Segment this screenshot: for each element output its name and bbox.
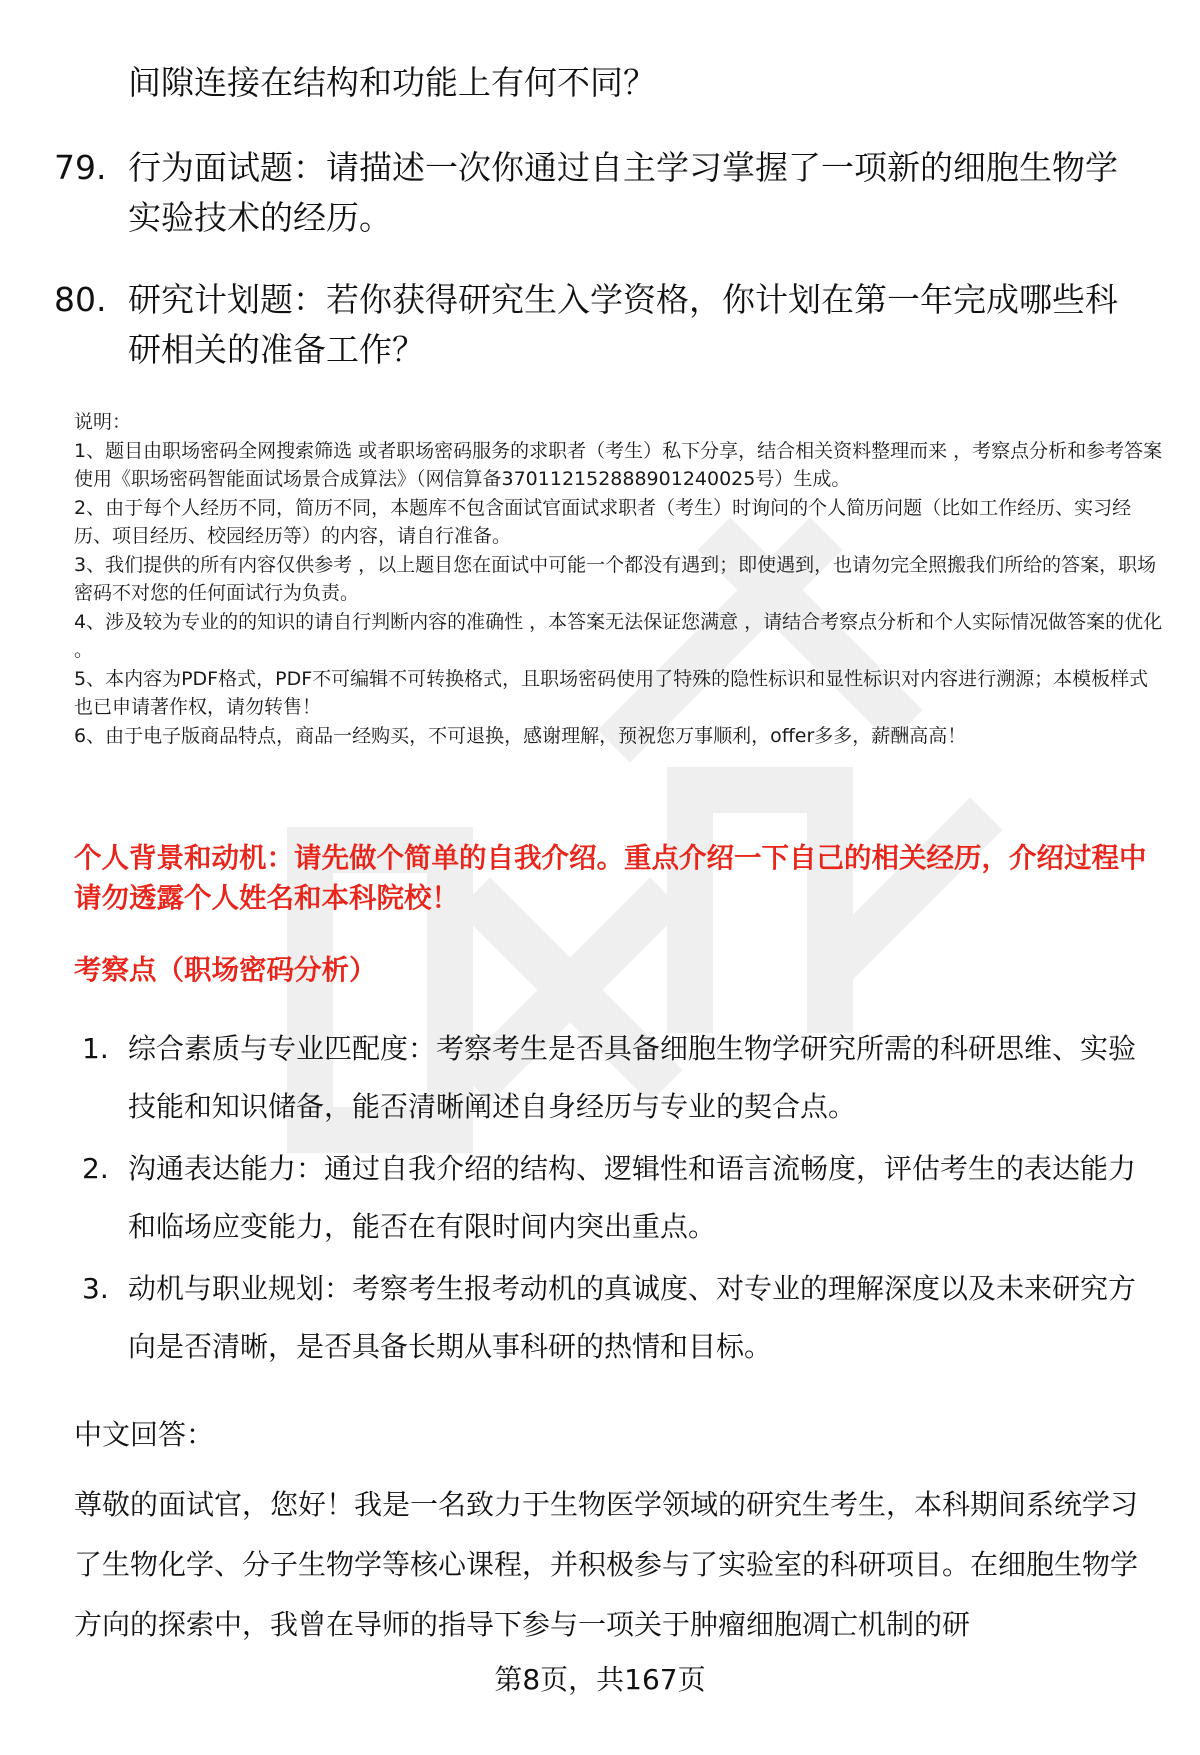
question-number: 79. [54, 148, 107, 187]
assessment-points [82, 1020, 1162, 1380]
section-heading: 个人背景和动机：请先做个简单的自我介绍。重点介绍一下自己的相关经历，介绍过程中请勿透露个人姓名和本科院校！ [74, 842, 1147, 914]
note-item: 2、由于每个人经历不同，简历不同，本题库不包含面试官面试求职者（考生）时询问的个人简历问题（比如工作经历、实习经历、项目经历、校园经历等）的内容，请自行准备。 [74, 496, 1132, 547]
answer-label: 中文回答： [74, 1418, 215, 1451]
note-item: 4、涉及较为专业的的知识的请自行判断内容的准确性 ，本答案无法保证您满意 ，请结合考察点分析和个人实际情况做答案的优化 。 [74, 610, 1163, 661]
question-80 [54, 275, 1154, 375]
page-indicator: 第8页，共167页 [494, 1663, 706, 1696]
question-text: 行为面试题：请描述一次你通过自主学习掌握了一项新的细胞生物学实验技术的经历。 [128, 148, 1118, 237]
assessment-subheading: 考察点（职场密码分析） [74, 954, 377, 986]
list-item [82, 1020, 1162, 1136]
list-item [82, 1260, 1162, 1376]
note-item: 3、我们提供的所有内容仅供参考 ，以上题目您在面试中可能一个都没有遇到；即使遇到，也请勿完全照搬我们所给的答案，职场密码不对您的任何面试行为负责。 [74, 553, 1157, 604]
question-text: 研究计划题：若你获得研究生入学资格，你计划在第一年完成哪些科研相关的准备工作？ [128, 280, 1118, 369]
list-item [82, 1140, 1162, 1256]
question-number: 80. [54, 280, 107, 319]
answer-text: 尊敬的面试官，您好！我是一名致力于生物医学领域的研究生考生，本科期间系统学习了生物化学、分子生物学等核心课程，并积极参与了实验室的科研项目。在细胞生物学方向的探索中，我曾在导师的指导下参与一项关于肿瘤细胞凋亡机制的研 [74, 1488, 1139, 1641]
note-item: 1、题目由职场密码全网搜索筛选 或者职场密码服务的求职者（考生）私下分享，结合相关资料整理而来 ，考察点分析和参考答案使用《职场密码智能面试场景合成算法》（网信算备370112152888901240025号）生成。 [74, 439, 1163, 490]
question-79 [54, 143, 1154, 243]
point-number: 1. [82, 1032, 109, 1065]
point-number: 2. [82, 1152, 109, 1185]
note-item: 6、由于电子版商品特点，商品一经购买，不可退换，感谢理解，预祝您万事顺利，offer多多，薪酬高高！ [74, 724, 967, 747]
point-text: 沟通表达能力：通过自我介绍的结构、逻辑性和语言流畅度，评估考生的表达能力和临场应变能力，能否在有限时间内突出重点。 [128, 1152, 1137, 1243]
disclaimer-notes [74, 408, 1164, 750]
point-number: 3. [82, 1272, 109, 1305]
question-78-continuation: 间隙连接在结构和功能上有何不同？ [128, 63, 656, 102]
point-text: 动机与职业规划：考察考生报考动机的真诚度、对专业的理解深度以及未来研究方向是否清晰，是否具备长期从事科研的热情和目标。 [128, 1272, 1137, 1363]
notes-title: 说明： [74, 411, 132, 433]
point-text: 综合素质与专业匹配度：考察考生是否具备细胞生物学研究所需的科研思维、实验技能和知识储备，能否清晰阐述自身经历与专业的契合点。 [128, 1032, 1137, 1123]
note-item: 5、本内容为PDF格式，PDF不可编辑不可转换格式，且职场密码使用了特殊的隐性标识和显性标识对内容进行溯源；本模板样式也已申请著作权，请勿转售！ [74, 667, 1149, 718]
